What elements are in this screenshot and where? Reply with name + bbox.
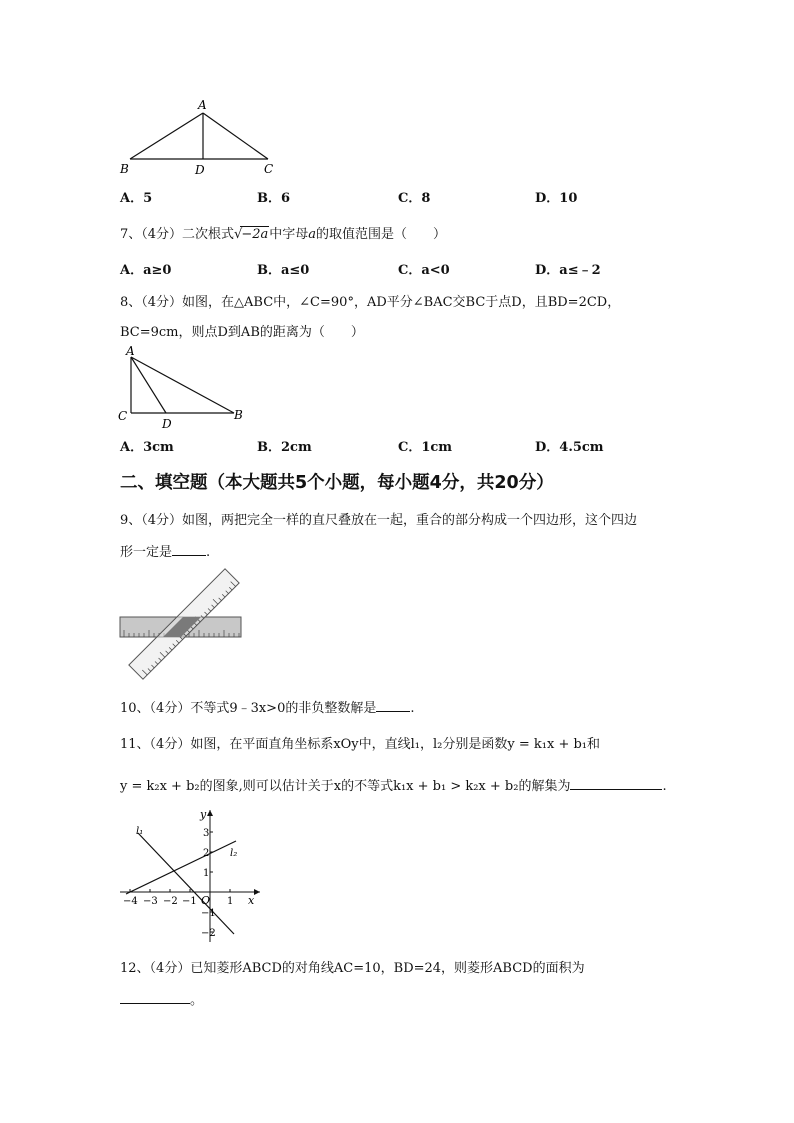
line-l2 [126, 841, 236, 894]
q12-answer-blank[interactable] [120, 991, 190, 1004]
q8-line2: BC=9cm，则点D到AB的距离为（ ） [120, 325, 364, 340]
q10-text: 10、（4分）不等式9﹣3x>0的非负整数解是 [120, 701, 377, 716]
sqrt-icon: √ [234, 227, 243, 242]
y-axis-label: y [200, 808, 207, 821]
q6-label-c: C [264, 162, 274, 176]
x-tick-label: −3 [143, 896, 158, 907]
q7-prefix: 7、（4分）二次根式 [120, 227, 235, 242]
q10-question [120, 697, 415, 716]
q7-suffix2: 的取值范围是（ ） [316, 227, 447, 242]
q6-option-b: B．6 [257, 191, 291, 206]
line-l1 [138, 833, 234, 934]
q8-label-a: A [126, 344, 135, 358]
x-tick-label: 1 [227, 896, 234, 907]
q9-line1: 9、（4分）如图，两把完全一样的直尺叠放在一起，重合的部分构成一个四边形，这个四边 [120, 513, 638, 528]
q9-answer-blank[interactable] [172, 543, 206, 556]
q8-triangle-figure [114, 343, 252, 433]
q6-triangle-figure [118, 96, 283, 178]
q10-end: . [410, 701, 415, 716]
q11-coordinate-graph [116, 806, 264, 944]
q6-label-d: D [195, 163, 205, 177]
q7-question [120, 223, 446, 242]
q7-var: a [308, 227, 317, 242]
q12-line1: 12、（4分）已知菱形ABCD的对角线AC=10，BD=24，则菱形ABCD的面积为 [120, 961, 585, 976]
origin-label: O [201, 894, 211, 907]
q8-option-c: C．1cm [398, 440, 453, 455]
q7-option-d: D．a≤﹣2 [535, 263, 601, 278]
y-tick-label: −2 [201, 928, 216, 939]
q8-label-c: C [118, 409, 128, 423]
x-tick-label: −4 [123, 896, 138, 907]
q10-answer-blank[interactable] [376, 699, 410, 712]
q12-end: 。 [190, 993, 204, 1008]
q6-label-b: B [120, 162, 129, 176]
q9-line2-text: 形一定是 [120, 545, 173, 560]
x-axis-label: x [248, 894, 255, 907]
q11-line2-text: y = k₂x + b₂的图象,则可以估计关于x的不等式k₁x + b₁ > k₂x + b₂的解集为 [120, 779, 571, 794]
x-tick-label: −1 [182, 896, 197, 907]
q11-answer-blank[interactable] [570, 777, 662, 790]
q11-end: . [662, 779, 667, 794]
y-tick-label: 3 [203, 828, 210, 839]
section2-title: 二、填空题（本大题共5个小题，每小题4分，共20分） [120, 473, 554, 493]
q8-line1: 8、（4分）如图，在△ABC中，∠C=90°，AD平分∠BAC交BC于点D，且BD=2CD， [120, 295, 621, 310]
q7-option-a: A．a≥0 [120, 263, 172, 278]
q11-line1: 11、（4分）如图，在平面直角坐标系xOy中，直线l₁，l₂分别是函数y = k₁x + b₁和 [120, 737, 600, 752]
x-tick-label: −2 [163, 896, 178, 907]
q8-option-d: D．4.5cm [535, 440, 604, 455]
q8-option-a: A．3cm [120, 440, 174, 455]
l1-label: l₁ [136, 826, 144, 837]
y-tick-label: 2 [203, 848, 210, 859]
q6-label-a: A [198, 98, 207, 112]
q6-option-a: A．5 [120, 191, 153, 206]
y-tick-label: 1 [203, 868, 210, 879]
q7-suffix: 中字母 [269, 227, 309, 242]
q9-line2 [120, 541, 210, 560]
q7-option-c: C．a<0 [398, 263, 450, 278]
q9-line2-end: . [206, 545, 211, 560]
q12-line2 [120, 989, 203, 1008]
q6-option-d: D．10 [535, 191, 578, 206]
q8-option-b: B．2cm [257, 440, 312, 455]
q8-label-d: D [162, 417, 172, 431]
q11-line2 [120, 775, 667, 794]
q8-label-b: B [234, 408, 243, 422]
q9-rulers-figure [114, 566, 248, 684]
q6-option-c: C．8 [398, 191, 431, 206]
y-tick-label: −1 [201, 908, 216, 919]
q7-option-b: B．a≤0 [257, 263, 310, 278]
q7-radicand: −2a [241, 227, 269, 242]
l2-label: l₂ [230, 848, 238, 859]
